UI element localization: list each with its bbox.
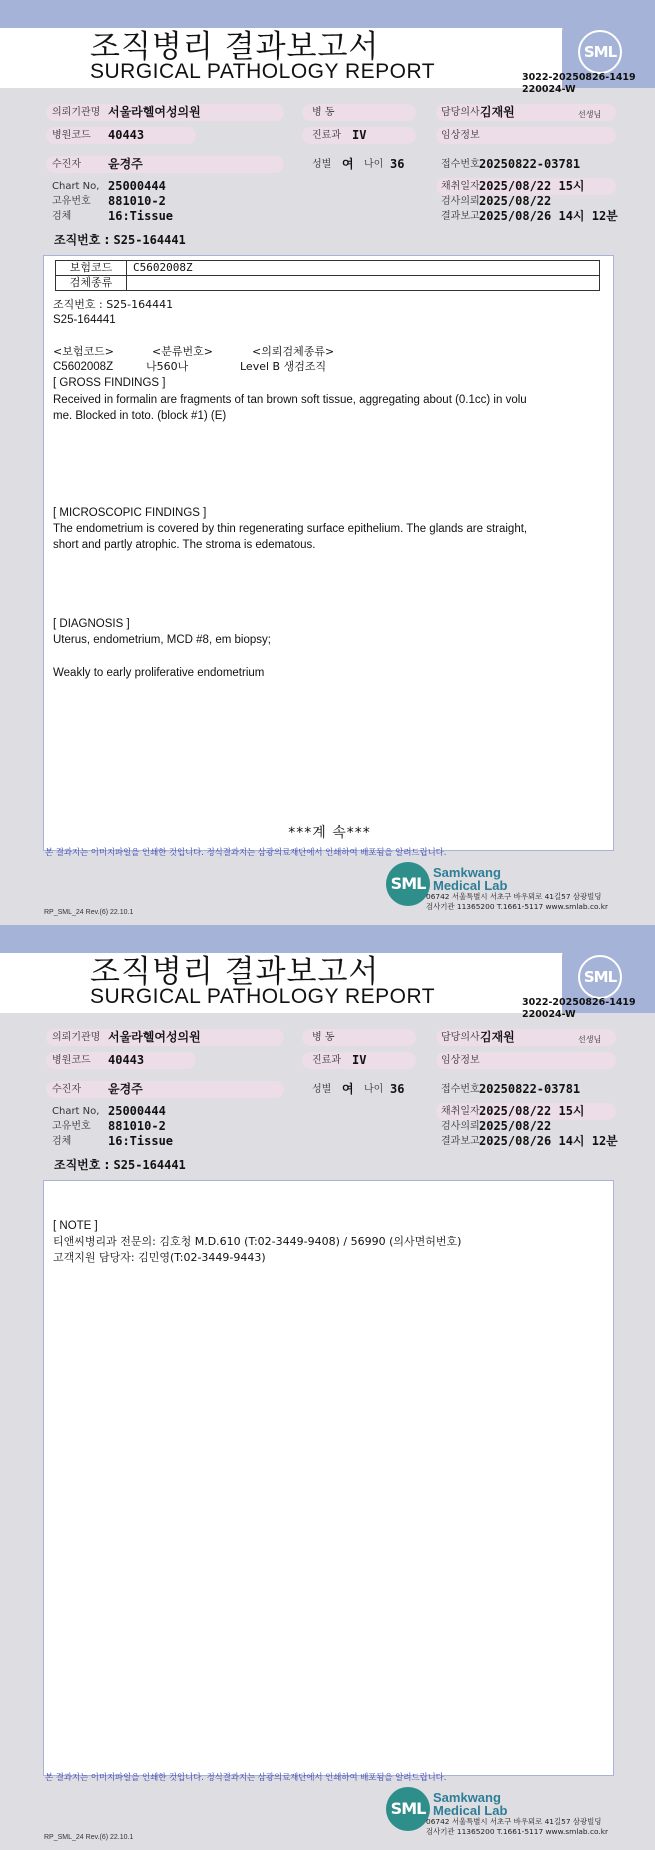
sex-label: 성별	[312, 1084, 332, 1095]
gross-findings-title: [ GROSS FINDINGS ]	[53, 377, 166, 389]
tissue-number	[54, 1156, 186, 1173]
sml-header-logo: SML	[578, 30, 622, 74]
table-row	[56, 261, 600, 276]
lab-address	[426, 892, 608, 912]
lab-license-line: 검사기관 11365200 T.1661-5117 www.smlab.co.kr	[426, 902, 609, 911]
code-value-specimen: Level B 생검조직	[240, 360, 327, 373]
receipt-no-value: 20250822-03781	[479, 157, 581, 171]
document-id-line-2: 220024-W	[522, 84, 576, 95]
chart-no-value: 25000444	[108, 179, 166, 193]
document-id-line-1: 3022-20250826-1419	[522, 997, 636, 1008]
tissue-number	[54, 231, 186, 248]
document-id	[522, 997, 636, 1021]
note-title: [ NOTE ]	[53, 1220, 98, 1232]
clinical-info-label: 임상정보	[441, 1055, 480, 1066]
hospital-code-value: 40443	[108, 1053, 145, 1067]
hospital-code-value: 40443	[108, 128, 145, 142]
request-date-value: 2025/08/22	[479, 1119, 552, 1133]
tissue-number-line-2: S25-164441	[53, 314, 116, 326]
request-date-label: 검사의뢰	[441, 1121, 480, 1132]
lab-name	[433, 1791, 507, 1817]
microscopic-findings-line-2: short and partly atrophic. The stroma is edematous.	[53, 539, 316, 551]
document-id-line-1: 3022-20250826-1419	[522, 72, 636, 83]
report-title-korean: 조직병리 결과보고서	[90, 29, 380, 65]
lab-name-line-1: Samkwang	[433, 1790, 501, 1805]
doctor-value: 김재원	[480, 105, 515, 119]
chart-no-label: Chart No,	[52, 1106, 100, 1117]
sex-value: 여	[342, 1082, 354, 1096]
receipt-no-value: 20250822-03781	[479, 1082, 581, 1096]
tissue-number-label: 조직번호 :	[54, 233, 114, 247]
microscopic-findings-line-1: The endometrium is covered by thin regenerating surface epithelium. The glands are straight,	[53, 523, 528, 535]
tissue-number-line: 조직번호 : S25-164441	[53, 298, 174, 311]
diagnosis-line-2: Weakly to early proliferative endometrium	[53, 667, 265, 679]
age-label: 나이	[364, 1084, 384, 1095]
doctor-value: 김재원	[480, 1030, 515, 1044]
diagnosis-line-1: Uterus, endometrium, MCD #8, em biopsy;	[53, 634, 271, 646]
report-title-korean: 조직병리 결과보고서	[90, 954, 380, 990]
age-value: 36	[390, 157, 405, 171]
report-title-english: SURGICAL PATHOLOGY REPORT	[90, 985, 436, 1008]
examinee-value: 윤경주	[108, 1082, 143, 1096]
code-header-insurance: <보험코드>	[53, 345, 114, 358]
examinee-label: 수진자	[52, 159, 81, 170]
report-date-label: 결과보고	[441, 211, 480, 222]
sex-label: 성별	[312, 159, 332, 170]
revision-code: RP_SML_24 Rev.(6) 22.10.1	[44, 909, 134, 916]
chart-no-value: 25000444	[108, 1104, 166, 1118]
revision-code: RP_SML_24 Rev.(6) 22.10.1	[44, 1834, 134, 1841]
tissue-number-value: S25-164441	[113, 233, 186, 247]
unique-no-value: 881010-2	[108, 194, 166, 208]
report-date-label: 결과보고	[441, 1136, 480, 1147]
insurance-code-header: 보험코드	[56, 261, 127, 276]
code-header-classification: <분류번호>	[152, 345, 213, 358]
institution-value: 서울라헬여성의원	[108, 1030, 201, 1044]
age-value: 36	[390, 1082, 405, 1096]
department-label: 진료과	[312, 1055, 341, 1066]
examinee-label: 수진자	[52, 1084, 81, 1095]
lab-address-line: 06742 서울특별시 서초구 바우뫼로 41길57 삼광빌딩	[426, 892, 602, 901]
lab-name-line-2: Medical Lab	[433, 1803, 508, 1818]
lab-name-line-1: Samkwang	[433, 865, 501, 880]
specimen-label: 검체	[52, 211, 72, 222]
tissue-number-label: 조직번호 :	[54, 1158, 114, 1172]
examinee-row	[46, 156, 284, 173]
lab-address-line: 06742 서울특별시 서초구 바우뫼로 41길57 삼광빌딩	[426, 1817, 602, 1826]
lab-name	[433, 866, 507, 892]
report-date-value: 2025/08/26 14시 12분	[479, 209, 618, 223]
gross-findings-line-1: Received in formalin are fragments of tan brown soft tissue, aggregating about (0.1cc) in volu	[53, 394, 527, 406]
institution-label: 의뢰기관명	[52, 1032, 101, 1043]
doctor-label: 담당의사	[441, 107, 480, 118]
chart-no-label: Chart No,	[52, 181, 100, 192]
table-row	[56, 276, 600, 291]
print-notice: 본 결과지는 이미지파일을 인쇄한 것입니다. 정식결과지는 삼광의료재단에서 인쇄하여 배포됨을 알려드립니다.	[45, 1772, 447, 1782]
department-label: 진료과	[312, 130, 341, 141]
top-band	[0, 925, 655, 953]
report-content-box	[43, 255, 614, 851]
unique-no-value: 881010-2	[108, 1119, 166, 1133]
document-id	[522, 72, 636, 96]
doctor-suffix: 선생님	[578, 1035, 602, 1044]
clinical-info-label: 임상정보	[441, 130, 480, 141]
request-date-value: 2025/08/22	[479, 194, 552, 208]
doctor-suffix: 선생님	[578, 110, 602, 119]
doctor-label: 담당의사	[441, 1032, 480, 1043]
document-id-line-2: 220024-W	[522, 1009, 576, 1020]
age-label: 나이	[364, 159, 384, 170]
collection-date-label: 채취일자	[441, 181, 480, 192]
unique-no-label: 고유번호	[52, 196, 91, 207]
request-date-label: 검사의뢰	[441, 196, 480, 207]
microscopic-findings-title: [ MICROSCOPIC FINDINGS ]	[53, 507, 207, 519]
samkwang-logo: SML	[386, 862, 430, 906]
specimen-value: 16:Tissue	[108, 209, 174, 223]
samkwang-logo: SML	[386, 1787, 430, 1831]
receipt-no-label: 접수번호	[441, 1084, 480, 1095]
print-notice: 본 결과지는 이미지파일을 인쇄한 것입니다. 정식결과지는 삼광의료재단에서 인쇄하여 배포됨을 알려드립니다.	[45, 847, 447, 857]
department-value: IV	[352, 1053, 367, 1067]
continued-marker: ***계 속***	[288, 825, 371, 841]
insurance-code-cell: C5602008Z	[127, 261, 600, 276]
report-content-box	[43, 1180, 614, 1776]
specimen-type-cell	[127, 276, 600, 291]
report-page-2	[0, 925, 655, 1850]
hospital-code-label: 병원코드	[52, 130, 91, 141]
report-title-english: SURGICAL PATHOLOGY REPORT	[90, 60, 436, 83]
specimen-value: 16:Tissue	[108, 1134, 174, 1148]
ward-label: 병 동	[312, 1032, 335, 1043]
top-band	[0, 0, 655, 28]
lab-license-line: 검사기관 11365200 T.1661-5117 www.smlab.co.kr	[426, 1827, 609, 1836]
examinee-value: 윤경주	[108, 157, 143, 171]
ward-label: 병 동	[312, 107, 335, 118]
specimen-label: 검체	[52, 1136, 72, 1147]
unique-no-label: 고유번호	[52, 1121, 91, 1132]
specimen-type-header: 검체종류	[56, 276, 127, 291]
code-value-classification: 나560나	[146, 360, 189, 373]
collection-date-value: 2025/08/22 15시	[479, 1104, 585, 1118]
examinee-row	[46, 1081, 284, 1098]
department-value: IV	[352, 128, 367, 142]
code-table	[55, 260, 600, 291]
sml-header-logo: SML	[578, 955, 622, 999]
hospital-code-label: 병원코드	[52, 1055, 91, 1066]
sex-value: 여	[342, 157, 354, 171]
lab-name-line-2: Medical Lab	[433, 878, 508, 893]
note-line-1: 티앤씨병리과 전문의: 김호청 M.D.610 (T:02-3449-9408) / 56990 (의사면허번호)	[53, 1235, 462, 1248]
institution-label: 의뢰기관명	[52, 107, 101, 118]
lab-address	[426, 1817, 608, 1837]
diagnosis-title: [ DIAGNOSIS ]	[53, 618, 130, 630]
code-value-insurance: C5602008Z	[53, 361, 114, 373]
collection-date-label: 채취일자	[441, 1106, 480, 1117]
receipt-no-label: 접수번호	[441, 159, 480, 170]
collection-date-value: 2025/08/22 15시	[479, 179, 585, 193]
institution-value: 서울라헬여성의원	[108, 105, 201, 119]
report-date-value: 2025/08/26 14시 12분	[479, 1134, 618, 1148]
note-line-2: 고객지원 담당자: 김민영(T:02-3449-9443)	[53, 1251, 266, 1264]
code-header-specimen: <의뢰검체종류>	[252, 345, 335, 358]
gross-findings-line-2: me. Blocked in toto. (block #1) (E)	[53, 410, 227, 422]
tissue-number-value: S25-164441	[113, 1158, 186, 1172]
